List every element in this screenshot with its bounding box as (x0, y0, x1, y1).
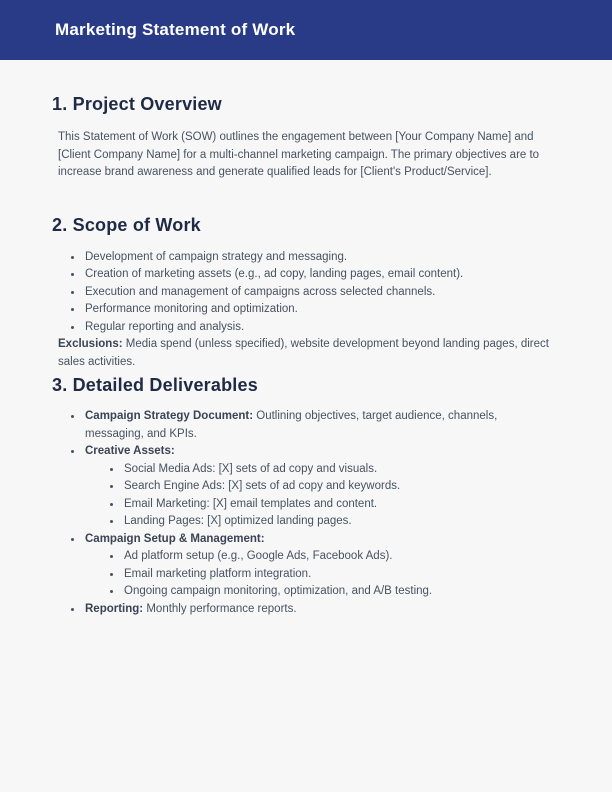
document-body (0, 93, 612, 618)
creative-assets-sublist (85, 461, 558, 531)
section-scope-of-work (52, 214, 558, 372)
deliverable-text: Monthly performance reports. (146, 602, 297, 615)
deliverable-item (83, 443, 558, 531)
deliverable-subitem: • Search Engine Ads: [X] sets of ad copy and keywords. (122, 478, 558, 496)
deliverable-subitem: • Email marketing platform integration. (122, 566, 558, 584)
scope-item: • Execution and management of campaigns across selected channels. (83, 284, 558, 302)
deliverable-label: Creative Assets: (85, 445, 175, 457)
deliverable-item (83, 408, 558, 443)
deliverable-subitem: • Email Marketing: [X] email templates and content. (122, 496, 558, 514)
deliverable-label: Campaign Setup & Management: (85, 532, 265, 545)
scope-item: • Regular reporting and analysis. (83, 319, 558, 337)
section-project-overview (52, 93, 558, 182)
project-overview-heading: 1. Project Overview (52, 94, 222, 114)
deliverable-subitem: • Social Media Ads: [X] sets of ad copy and visuals. (122, 461, 558, 479)
scope-of-work-heading: 2. Scope of Work (52, 214, 201, 235)
document-title: Marketing Statement of Work (55, 20, 296, 39)
scope-item: • Development of campaign strategy and messaging. (83, 249, 558, 267)
campaign-setup-sublist (85, 548, 558, 601)
deliverable-subitem: • Landing Pages: [X] optimized landing pages. (122, 513, 558, 531)
detailed-deliverables-heading: 3. Detailed Deliverables (52, 375, 258, 395)
scope-item: • Performance monitoring and optimization. (83, 301, 558, 319)
deliverable-subitem: • Ad platform setup (e.g., Google Ads, Facebook Ads). (122, 548, 558, 566)
deliverables-list (52, 408, 558, 618)
deliverable-item (83, 531, 558, 601)
document-header (0, 0, 612, 60)
deliverable-subitem: • Ongoing campaign monitoring, optimization, and A/B testing. (122, 583, 558, 601)
project-overview-paragraph: This Statement of Work (SOW) outlines the engagement between [Your Company Name] and [Client Company Name] for a multi-channel marketing campaign. The primary objectives are to increase brand awareness and generate qualified leads for [Client's Product/Service]. (58, 131, 540, 178)
section-detailed-deliverables (52, 374, 558, 618)
exclusions-label: Exclusions: (58, 338, 123, 350)
exclusions-text: Media spend (unless specified), website development beyond landing pages, direct sales activities. (58, 338, 549, 368)
scope-of-work-list (52, 249, 558, 337)
deliverable-label: Reporting: (85, 602, 144, 615)
exclusions-note (58, 336, 558, 371)
scope-item: • Creation of marketing assets (e.g., ad copy, landing pages, email content). (83, 266, 558, 284)
deliverable-text: Outlining objectives, target audience, channels, messaging, and KPIs. (85, 410, 498, 440)
deliverable-label: Campaign Strategy Document: (85, 410, 254, 422)
deliverable-item (83, 601, 558, 619)
